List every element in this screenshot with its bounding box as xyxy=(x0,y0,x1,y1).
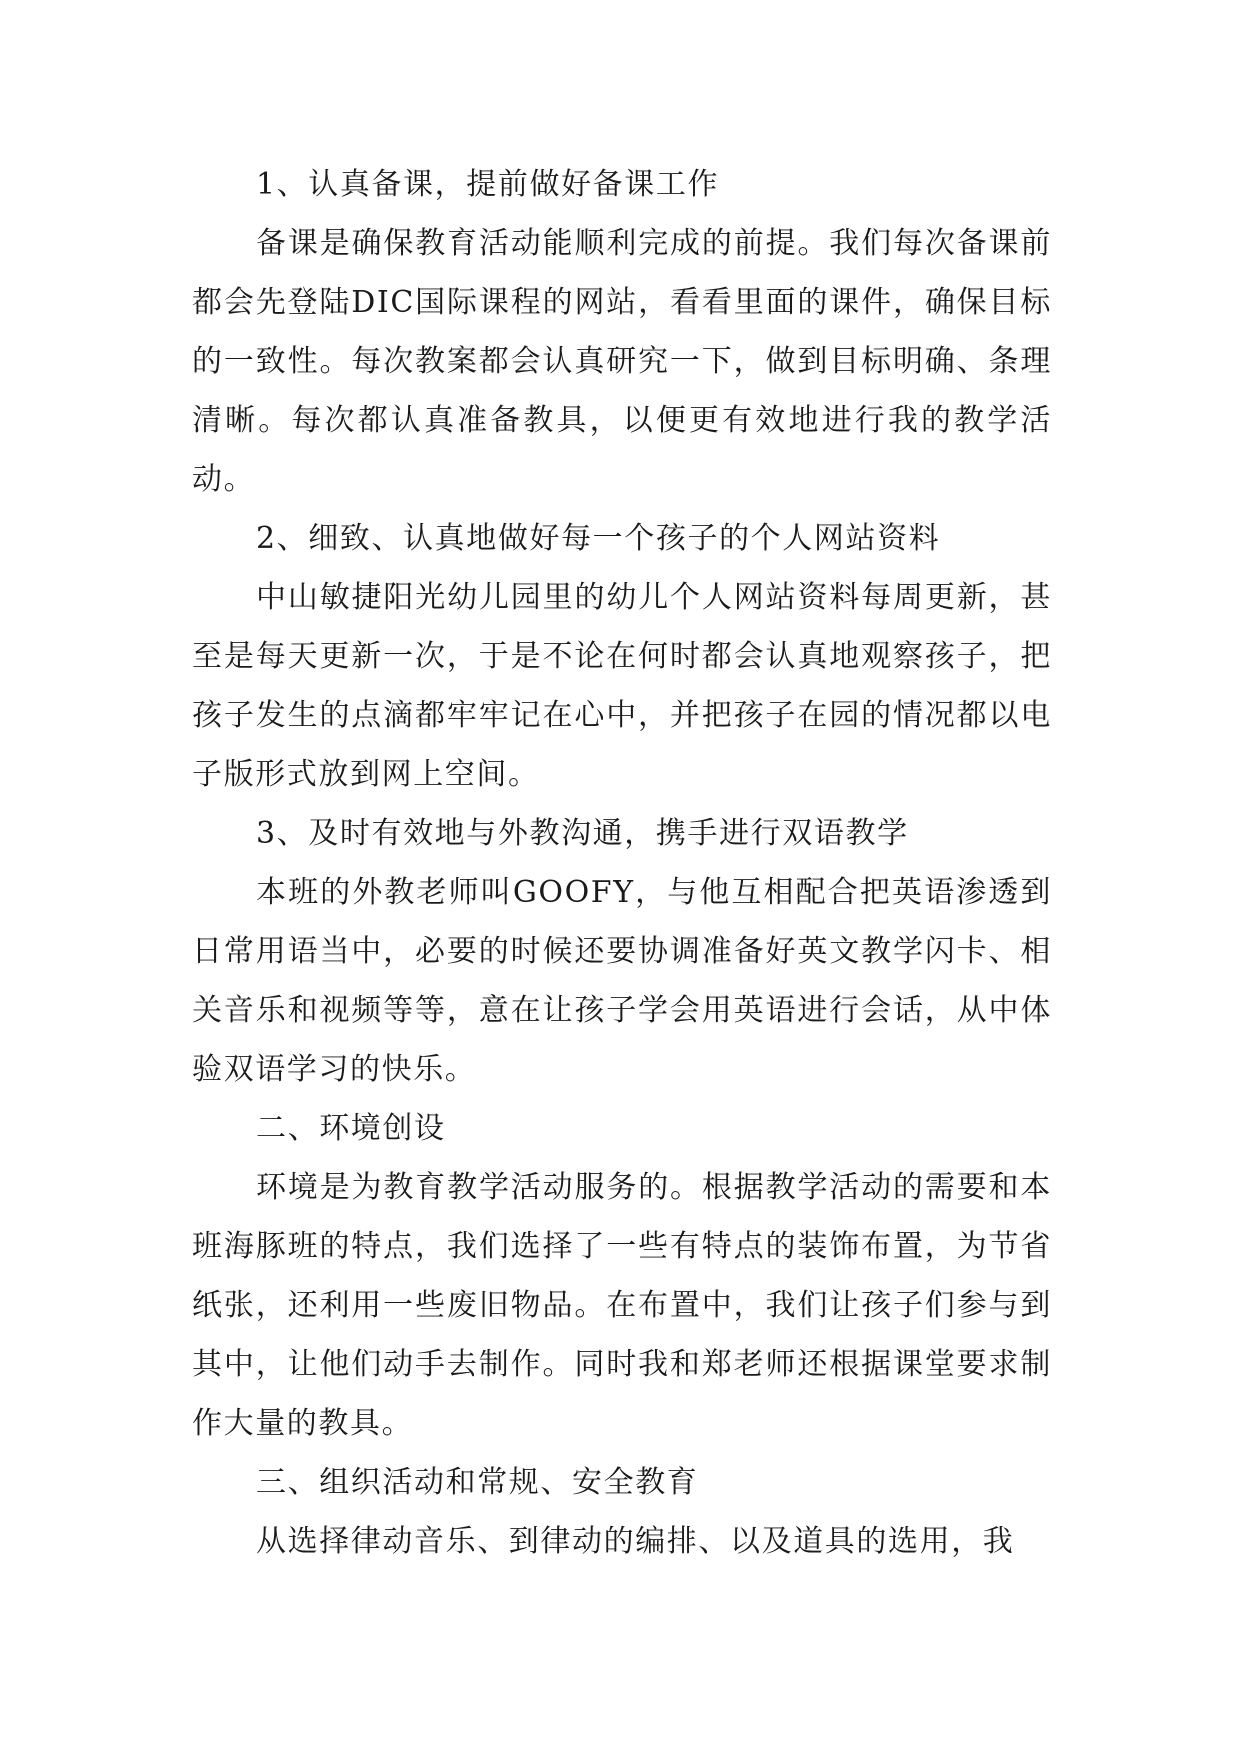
document-body xyxy=(192,155,1052,1571)
paragraph-prepare-lessons: 备课是确保教育活动能顺利完成的前提。我们每次备课前都会先登陆DIC国际课程的网站，看看里面的课件，确保目标的一致性。每次教案都会认真研究一下，做到目标明确、条理清晰。每次都认真准备教具，以便更有效地进行我的教学活动。 xyxy=(192,226,1052,497)
heading-environment: 二、环境创设 xyxy=(256,1111,446,1146)
paragraph-environment: 环境是为教育教学活动服务的。根据教学活动的需要和本班海豚班的特点，我们选择了一些有特点的装饰布置，为节省纸张，还利用一些废旧物品。在布置中，我们让孩子们参与到其中，让他们动手去制作。同时我和郑老师还根据课堂要求制作大量的教具。 xyxy=(192,1170,1052,1441)
paragraph-bilingual-teaching: 本班的外教老师叫GOOFY，与他互相配合把英语渗透到日常用语当中，必要的时候还要协调准备好英文教学闪卡、相关音乐和视频等等，意在让孩子学会用英语进行会话，从中体验双语学习的快乐。 xyxy=(192,875,1052,1087)
paragraph-activities-safety: 从选择律动音乐、到律动的编排、以及道具的选用，我 xyxy=(256,1524,1015,1559)
heading-activities-safety: 三、组织活动和常规、安全教育 xyxy=(256,1465,699,1500)
heading-child-website: 2、细致、认真地做好每一个孩子的个人网站资料 xyxy=(256,521,941,556)
heading-bilingual-teaching: 3、及时有效地与外教沟通，携手进行双语教学 xyxy=(256,816,909,851)
heading-prepare-lessons: 1、认真备课，提前做好备课工作 xyxy=(256,167,720,202)
paragraph-child-website: 中山敏捷阳光幼儿园里的幼儿个人网站资料每周更新，甚至是每天更新一次，于是不论在何时都会认真地观察孩子，把孩子发生的点滴都牢牢记在心中，并把孩子在园的情况都以电子版形式放到网上空间。 xyxy=(192,580,1052,792)
